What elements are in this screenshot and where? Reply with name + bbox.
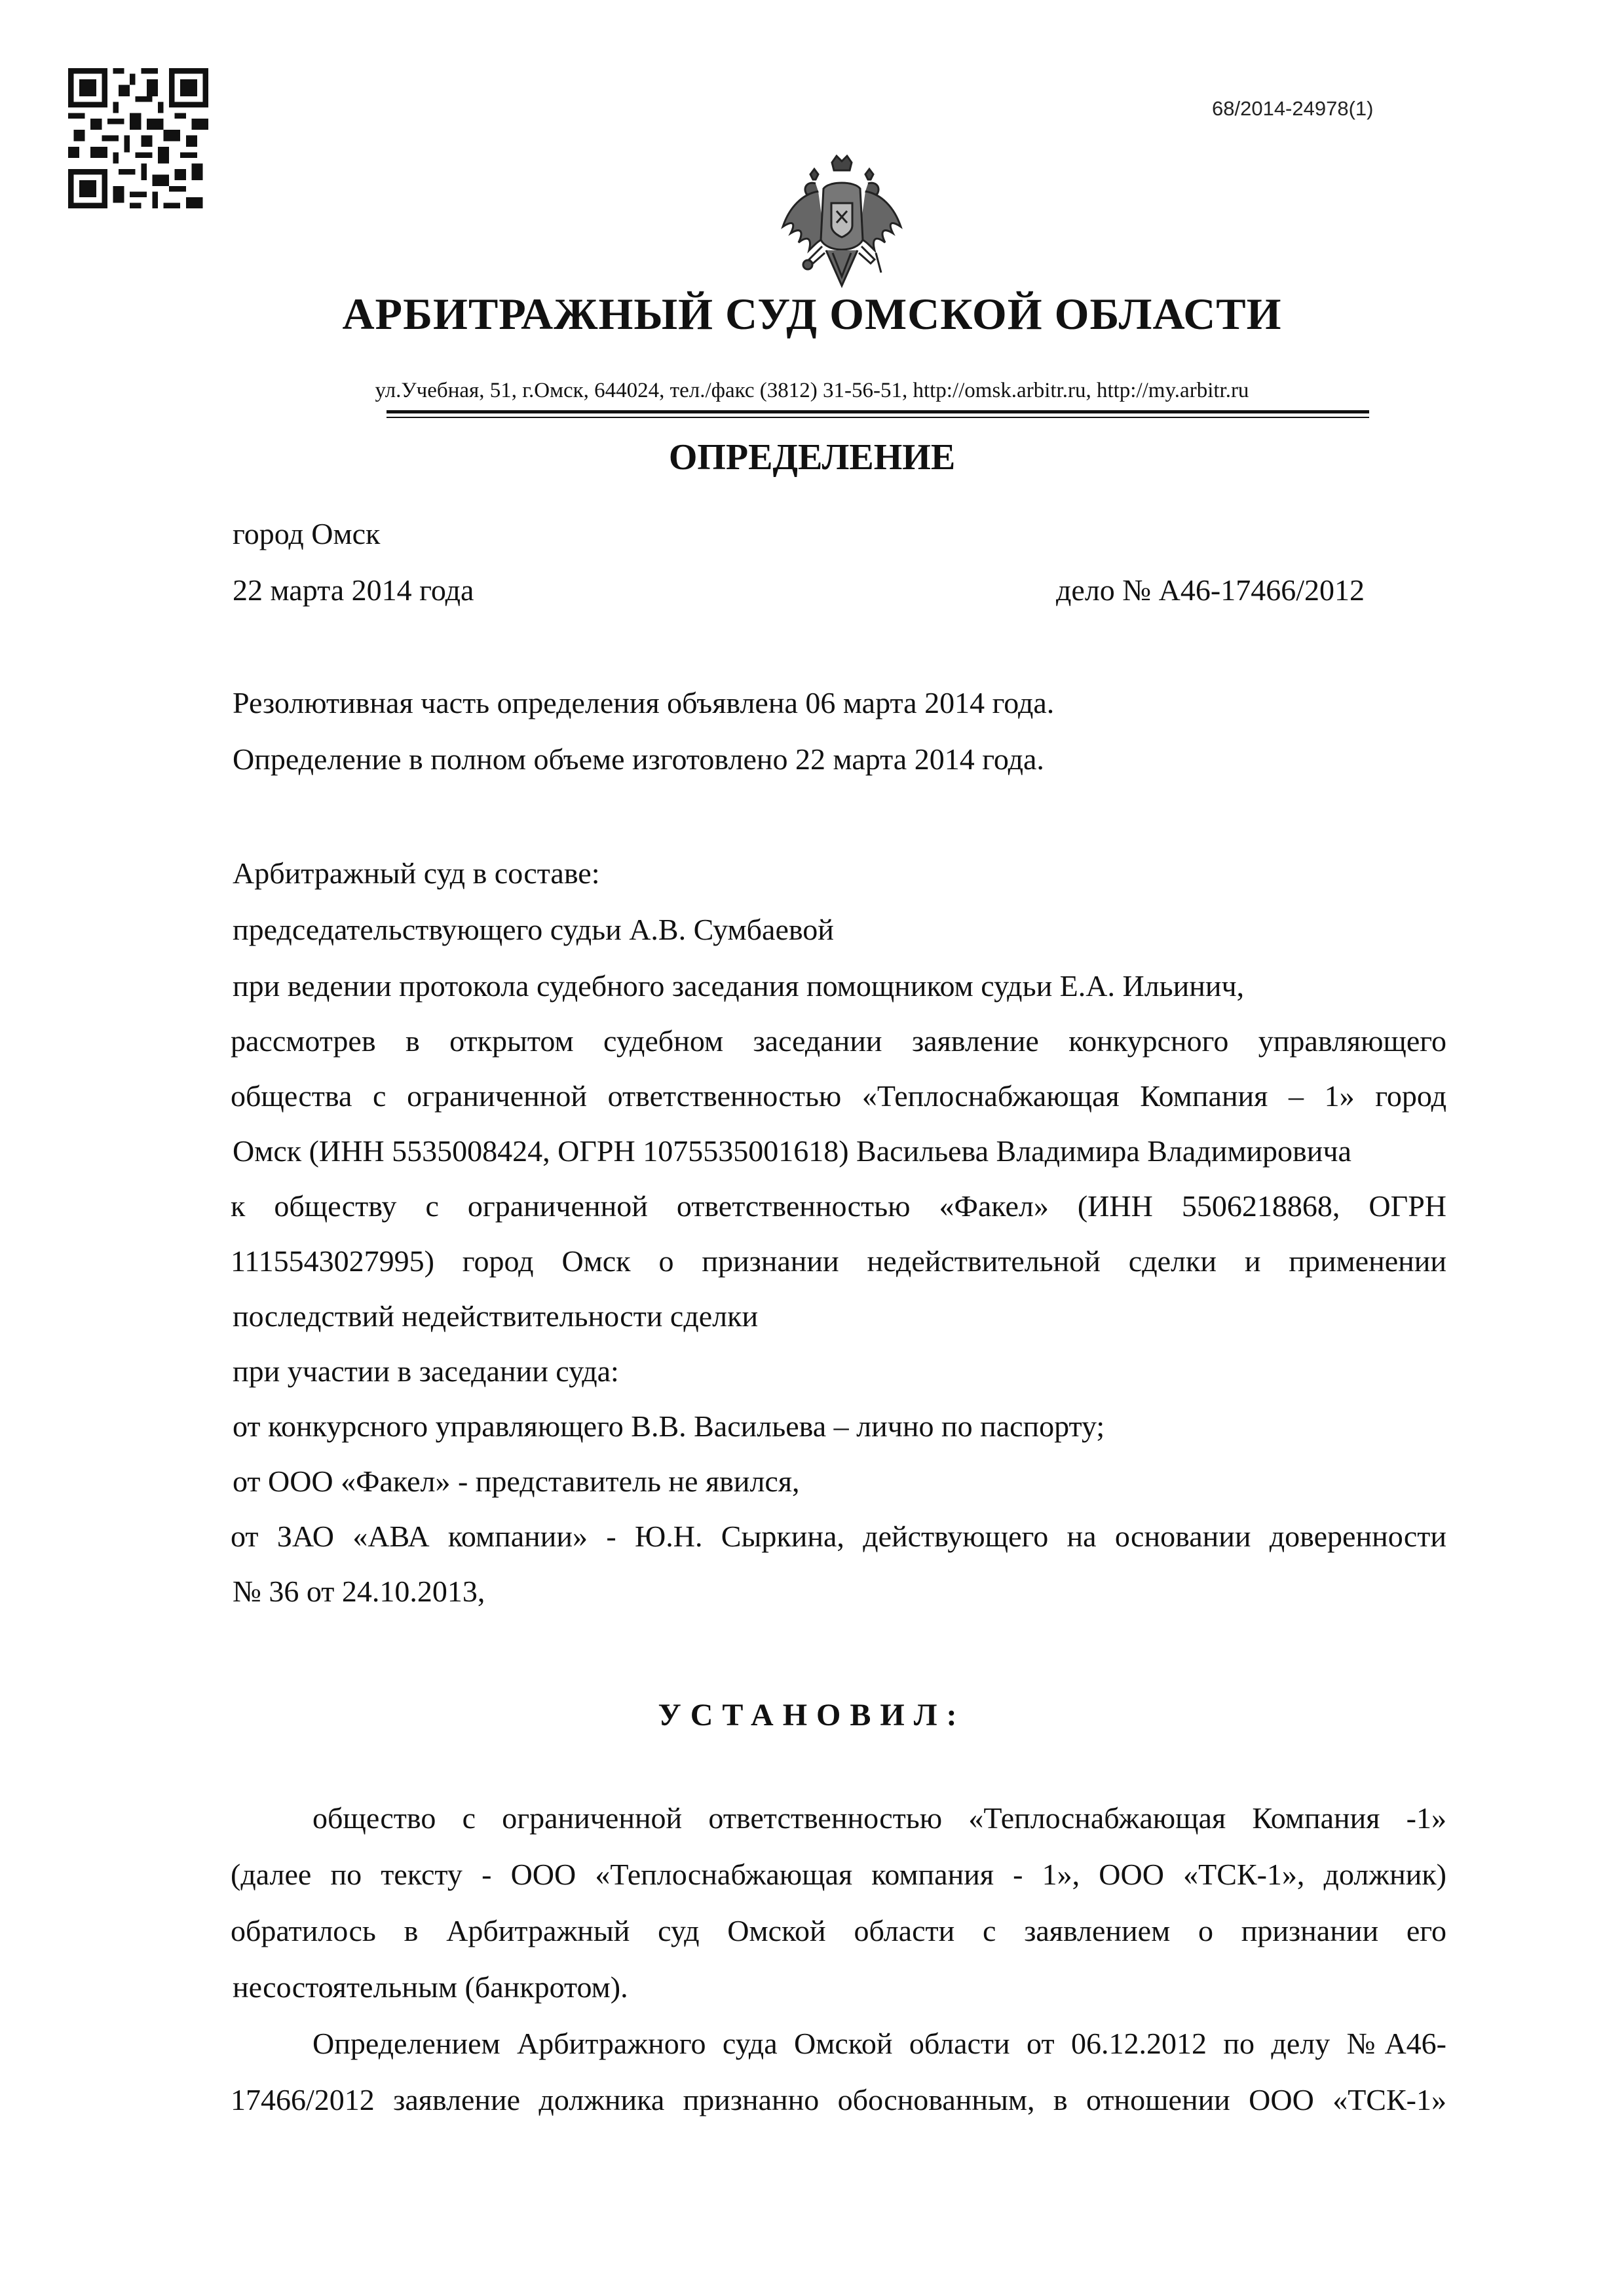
- header-divider-thin: [387, 417, 1369, 418]
- body-p1-line-4: несостоятельным (банкротом).: [233, 1970, 628, 2004]
- composition-line-4-text: рассмотрев в открытом судебном заседании заявление конкурсного управляющего: [231, 1024, 1446, 1058]
- composition-line-9: последствий недействительности сделки: [233, 1299, 759, 1333]
- body-p1-line-3: [231, 1916, 1446, 1946]
- composition-line-7-text: к обществу с ограниченной ответственностью «Факел» (ИНН 5506218868, ОГРН: [231, 1189, 1446, 1223]
- date-line: 22 марта 2014 года: [233, 573, 474, 607]
- coat-of-arms-icon: [776, 155, 907, 294]
- announcement-line-2: Определение в полном объеме изготовлено 22 марта 2014 года.: [233, 742, 1044, 776]
- composition-line-11: от конкурсного управляющего В.В. Васильева – лично по паспорту;: [233, 1409, 1105, 1443]
- body-p2-line-2-text: 17466/2012 заявление должника признанно обоснованным, в отношении ООО «ТСК-1»: [231, 2083, 1446, 2116]
- composition-line-12: от ООО «Факел» - представитель не явился,: [233, 1464, 800, 1498]
- composition-line-5: [231, 1081, 1446, 1111]
- city-line: город Омск: [233, 517, 381, 550]
- header-divider: [387, 410, 1369, 413]
- body-p1-line-2-text: (далее по тексту - ООО «Теплоснабжающая компания - 1», ООО «ТСК-1», должник): [231, 1858, 1446, 1891]
- body-p2-line-2: [231, 2085, 1446, 2115]
- composition-line-14: № 36 от 24.10.2013,: [233, 1575, 485, 1608]
- composition-line-13: [231, 1521, 1446, 1552]
- composition-line-10: при участии в заседании суда:: [233, 1354, 619, 1388]
- composition-line-4: [231, 1026, 1446, 1056]
- document-number: 68/2014-24978(1): [1212, 97, 1374, 120]
- body-p2-line-1: [312, 2029, 1446, 2059]
- body-p1-line-3-text: обратилось в Арбитражный суд Омской области с заявлением о признании его: [231, 1914, 1446, 1947]
- court-address: ул.Учебная, 51, г.Омск, 644024, тел./факс (3812) 31-56-51, http://omsk.arbitr.ru, http://my.arbitr.ru: [375, 379, 1249, 402]
- announcement-line-1: Резолютивная часть определения объявлена 06 марта 2014 года.: [233, 686, 1055, 719]
- body-p1-line-1: [312, 1803, 1446, 1833]
- body-p1-line-1-text: общество с ограниченной ответственностью «Теплоснабжающая Компания -1»: [312, 1801, 1446, 1835]
- composition-line-8: [231, 1246, 1446, 1276]
- composition-line-8-text: 1115543027995) город Омск о признании недействительной сделки и применении: [231, 1244, 1446, 1278]
- body-p1-line-2: [231, 1860, 1446, 1890]
- composition-line-6: Омск (ИНН 5535008424, ОГРН 1075535001618) Васильева Владимира Владимировича: [233, 1134, 1351, 1168]
- established-heading: УСТАНОВИЛ:: [658, 1698, 966, 1732]
- composition-line-5-text: общества с ограниченной ответственностью «Теплоснабжающая Компания – 1» город: [231, 1079, 1446, 1113]
- qr-code-icon: [68, 68, 208, 208]
- case-number: дело № А46-17466/2012: [1056, 573, 1365, 607]
- composition-line-1: Арбитражный суд в составе:: [233, 856, 600, 890]
- body-p2-line-1-text: Определением Арбитражного суда Омской области от 06.12.2012 по делу №А46-: [312, 2027, 1446, 2060]
- composition-line-7: [231, 1191, 1446, 1221]
- court-title: АРБИТРАЖНЫЙ СУД ОМСКОЙ ОБЛАСТИ: [342, 289, 1282, 339]
- composition-line-3: при ведении протокола судебного заседания помощником судьи Е.А. Ильинич,: [233, 969, 1245, 1003]
- document-type-title: ОПРЕДЕЛЕНИЕ: [668, 437, 956, 478]
- composition-line-13-text: от ЗАО «АВА компании» - Ю.Н. Сыркина, действующего на основании доверенности: [231, 1520, 1446, 1553]
- composition-line-2: председательствующего судьи А.В. Сумбаевой: [233, 913, 834, 946]
